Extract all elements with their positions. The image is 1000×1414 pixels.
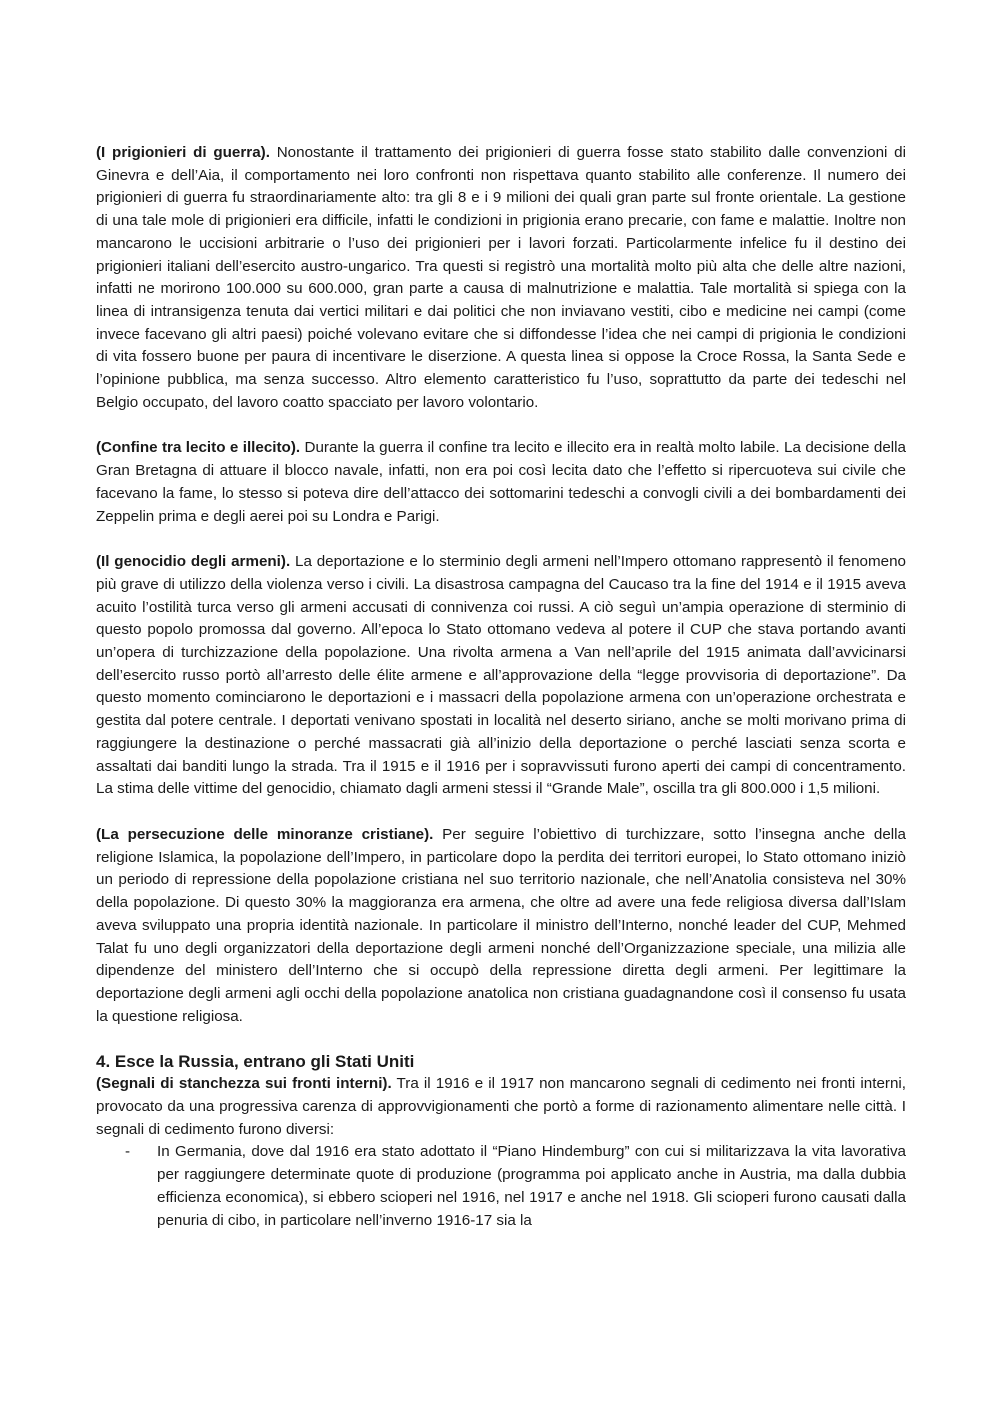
paragraph-confine <box>96 437 906 528</box>
paragraph-segnali <box>96 1073 906 1141</box>
paragraph-title: (I prigionieri di guerra). <box>96 144 270 161</box>
paragraph-title: (Confine tra lecito e illecito). <box>96 439 301 457</box>
dash-marker: - <box>125 1143 131 1161</box>
paragraph-title: (La persecuzione delle minoranze cristiane). <box>96 825 434 843</box>
paragraph-title: (Il genocidio degli armeni). <box>96 553 291 571</box>
paragraph-minoranze <box>96 824 906 1028</box>
bullet-list <box>96 1141 906 1232</box>
list-item <box>96 1141 906 1232</box>
chapter-heading: 4. Esce la Russia, entrano gli Stati Uniti <box>96 1052 415 1072</box>
paragraph-body: Per seguire l’obiettivo di turchizzare, sotto l’insegna anche della religione Islamica, la popolazione dell’Impero, in particolare dopo la perdita dei territori europei, lo Stato ottomano iniziò un periodo di repressione della popolazione cristiana nel suo territorio nazionale, che nell’Anatolia consisteva nel 30% della popolazione. Di questo 30% la maggioranza era armena, che oltre ad avere una fede religiosa diversa dall’Islam aveva sviluppato una propria identità nazionale. In particolare il ministro dell’Interno, nonché leader del CUP, Mehmed Talat fu uno degli organizzatori della deportazione degli armeni nonché dell’Organizzazione speciale, una milizia alle dipendenze del ministero dell’Interno che si occupò della repressione diretta degli armeni. Per legittimare la deportazione degli armeni agli occhi della popolazione anatolica non cristiana guadagnandone così il consenso fu usata la questione religiosa. <box>96 825 906 1025</box>
document-page <box>96 142 906 1232</box>
paragraph-body: Durante la guerra il confine tra lecito e illecito era in realtà molto labile. La decisione della Gran Bretagna di attuare il blocco navale, infatti, non era poi così lecita dato che l’effetto si ripercuoteva sui civile che facevano la fame, lo stesso si poteva dire dell’attacco dei sottomarini tedeschi a convogli civili a dei bombardamenti dei Zeppelin prima e degli aerei poi su Londra e Parigi. <box>96 439 906 525</box>
paragraph-body: Tra il 1916 e il 1917 non mancarono segnali di cedimento nei fronti interni, provocato da una progressiva carenza di approvvigionamenti che portò a forme di razionamento alimentare nelle città. I segnali di cedimento furono diversi: <box>96 1075 906 1138</box>
paragraph-prigionieri <box>96 142 906 414</box>
list-item-text: In Germania, dove dal 1916 era stato adottato il “Piano Hindemburg” con cui si militarizzava la vita lavorativa per raggiungere determinate quote di produzione (programma poi applicato anche in Austria, ma dalla dubbia efficienza economica), si ebbero scioperi nel 1916, nel 1917 e anche nel 1918. Gli scioperi furono causati dalla penuria di cibo, in particolare nell’inverno 1916-17 sia la <box>157 1143 906 1229</box>
paragraph-genocidio <box>96 551 906 801</box>
paragraph-body: Nonostante il trattamento dei prigionieri di guerra fosse stato stabilito dalle convenzioni di Ginevra e dell’Aia, il comportamento nei loro confronti non rispettava quanto stabilito alle conferenze. Il numero dei prigionieri di guerra fu straordinariamente alto: tra gli 8 e i 9 milioni dei quali gran parte sul fronte orientale. La gestione di una tale mole di prigionieri era difficile, infatti le condizioni in prigionia erano precarie, con fame e malattie. Inoltre non mancarono le uccisioni arbitrarie o l’uso dei prigionieri per i lavori forzati. Particolarmente infelice fu il destino dei prigionieri italiani dell’esercito austro-ungarico. Tra questi si registrò una mortalità molto più alta che delle altre nazioni, infatti ne morirono 100.000 su 600.000, gran parte a causa di malnutrizione e malattia. Tale mortalità si spiega con la linea di intransigenza tenuta dai vertici militari e dai politici che non inviavano vestiti, cibo e medicine nei campi (come invece facevano gli altri paesi) poiché volevano evitare che si diffondesse l’idea che nei campi di prigionia le condizioni di vita fossero buone per paura di incentivare le diserzione. A questa linea si oppose la Croce Rossa, la Santa Sede e l’opinione pubblica, ma senza successo. Altro elemento caratteristico fu l’uso, soprattutto da parte dei tedeschi nel Belgio occupato, del lavoro coatto spacciato per lavoro volontario. <box>96 144 906 411</box>
paragraph-title: (Segnali di stanchezza sui fronti interni). <box>96 1075 392 1093</box>
paragraph-body: La deportazione e lo sterminio degli armeni nell’Impero ottomano rappresentò il fenomeno più grave di utilizzo della violenza verso i civili. La disastrosa campagna del Caucaso tra la fine del 1914 e il 1915 aveva acuito l’ostilità turca verso gli armeni accusati di connivenza coi russi. A ciò seguì un’ampia operazione di sterminio di questo popolo promossa dal governo. All’epoca lo Stato ottomano vedeva al potere il CUP che stava portando avanti un’opera di turchizzazione della popolazione. Una rivolta armena a Van nell’aprile del 1915 animata dall’avvicinarsi dell’esercito russo portò all’arresto delle élite armene e all’approvazione della “legge provvisoria di deportazione”. Da questo momento cominciarono le deportazioni e i massacri della popolazione armena con un’operazione orchestrata e gestita dal potere centrale. I deportati venivano spostati in località nel deserto siriano, anche se molti morivano prima di raggiungere la destinazione o perché massacrati già all’inizio della deportazione o perché lasciati senza scorta e assaltati dai banditi lungo la strada. Tra il 1915 e il 1916 per i sopravvissuti furono aperti dei campi di concentramento. La stima delle vittime del genocidio, chiamato dagli armeni stessi il “Grande Male”, oscilla tra gli 800.000 i 1,5 milioni. <box>96 553 906 798</box>
chapter-section <box>96 1051 906 1232</box>
